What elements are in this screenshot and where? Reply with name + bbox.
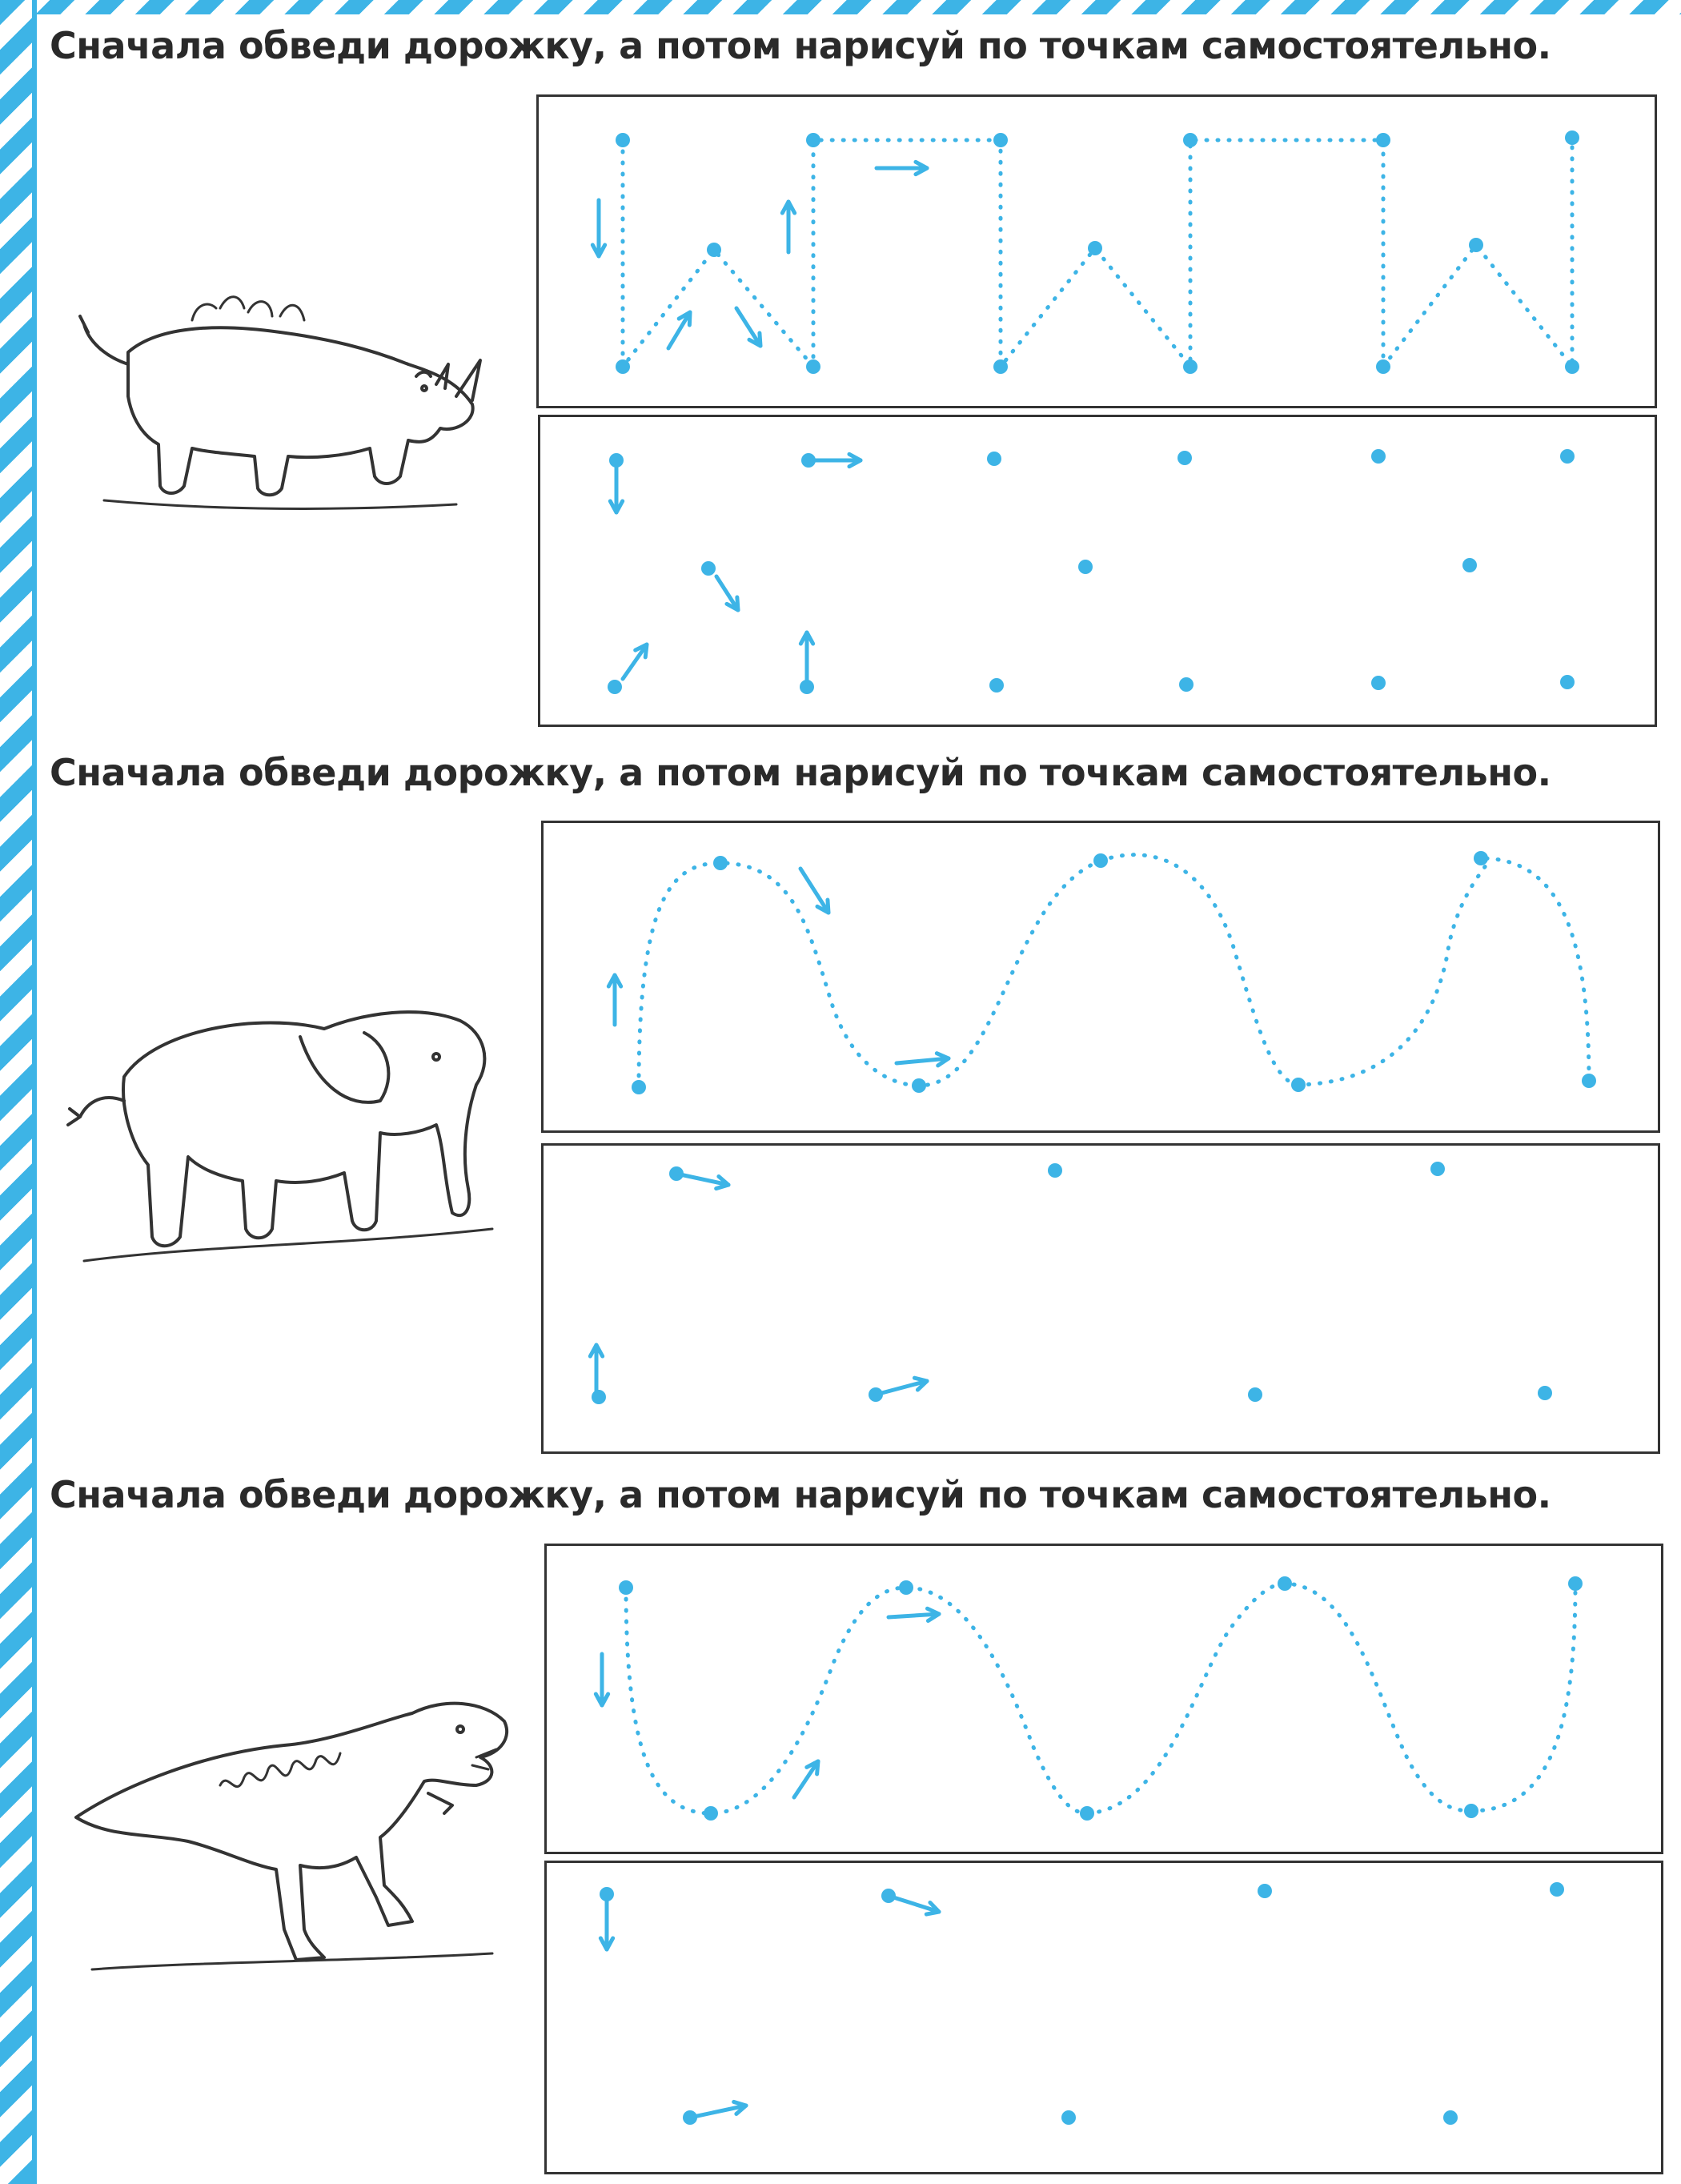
dot-icon xyxy=(1080,1806,1094,1821)
dot-icon xyxy=(987,452,1001,466)
dot-icon xyxy=(1183,133,1198,147)
dot-icon xyxy=(1565,130,1579,145)
dot-icon xyxy=(1371,676,1386,690)
dot-icon xyxy=(1560,449,1575,464)
dot-icon xyxy=(713,856,728,870)
dot-icon xyxy=(993,133,1008,147)
dot-icon xyxy=(1088,241,1102,255)
dot-icon xyxy=(1430,1162,1445,1176)
dot-icon xyxy=(1248,1387,1262,1402)
dot-icon xyxy=(1183,359,1198,374)
dot-icon xyxy=(993,359,1008,374)
arrow-icon xyxy=(800,869,828,913)
dot-icon xyxy=(1179,677,1194,692)
dot-icon xyxy=(1061,2110,1076,2125)
dot-icon xyxy=(1568,1576,1583,1591)
dot-icon xyxy=(1078,560,1093,574)
dot-icon xyxy=(608,680,622,694)
dot-icon xyxy=(704,1806,718,1821)
instruction-text-3: Сначала обведи дорожку, а потом нарисуй по точкам самостоятельно. xyxy=(50,1473,1551,1516)
dot-icon xyxy=(1582,1074,1596,1088)
dot-icon xyxy=(1258,1884,1272,1898)
dot-icon xyxy=(592,1390,606,1404)
dot-icon xyxy=(1560,675,1575,689)
dot-icon xyxy=(899,1580,913,1595)
dot-icon xyxy=(1550,1882,1564,1897)
dot-icon xyxy=(1376,133,1390,147)
dot-icon xyxy=(707,243,721,257)
dot-icon xyxy=(989,678,1004,693)
dot-icon xyxy=(1462,558,1477,572)
dot-icon xyxy=(1376,359,1390,374)
dot-icon xyxy=(806,359,820,374)
dot-icon xyxy=(616,359,630,374)
dot-icon xyxy=(1464,1804,1478,1818)
trace-path xyxy=(639,855,1589,1087)
dot-icon xyxy=(632,1080,646,1094)
instruction-text-1: Сначала обведи дорожку, а потом нарисуй по точкам самостоятельно. xyxy=(50,24,1551,67)
dot-icon xyxy=(1538,1386,1552,1400)
dot-icon xyxy=(1565,359,1579,374)
dot-icon xyxy=(1178,451,1192,465)
dot-icon xyxy=(1291,1078,1306,1092)
dot-icon xyxy=(1093,853,1108,868)
trace-path xyxy=(626,1584,1575,1813)
dot-icon xyxy=(619,1580,633,1595)
dot-icon xyxy=(806,133,820,147)
dot-icon xyxy=(1048,1163,1062,1178)
dot-icon xyxy=(1371,449,1386,464)
dot-icon xyxy=(1278,1576,1292,1591)
dot-icon xyxy=(912,1078,926,1093)
dot-icon xyxy=(1474,851,1488,865)
dot-icon xyxy=(1469,238,1483,252)
dot-icon xyxy=(616,133,630,147)
instruction-text-2: Сначала обведи дорожку, а потом нарисуй по точкам самостоятельно. xyxy=(50,751,1551,794)
dot-icon xyxy=(1443,2110,1458,2125)
dot-icon xyxy=(701,561,716,576)
